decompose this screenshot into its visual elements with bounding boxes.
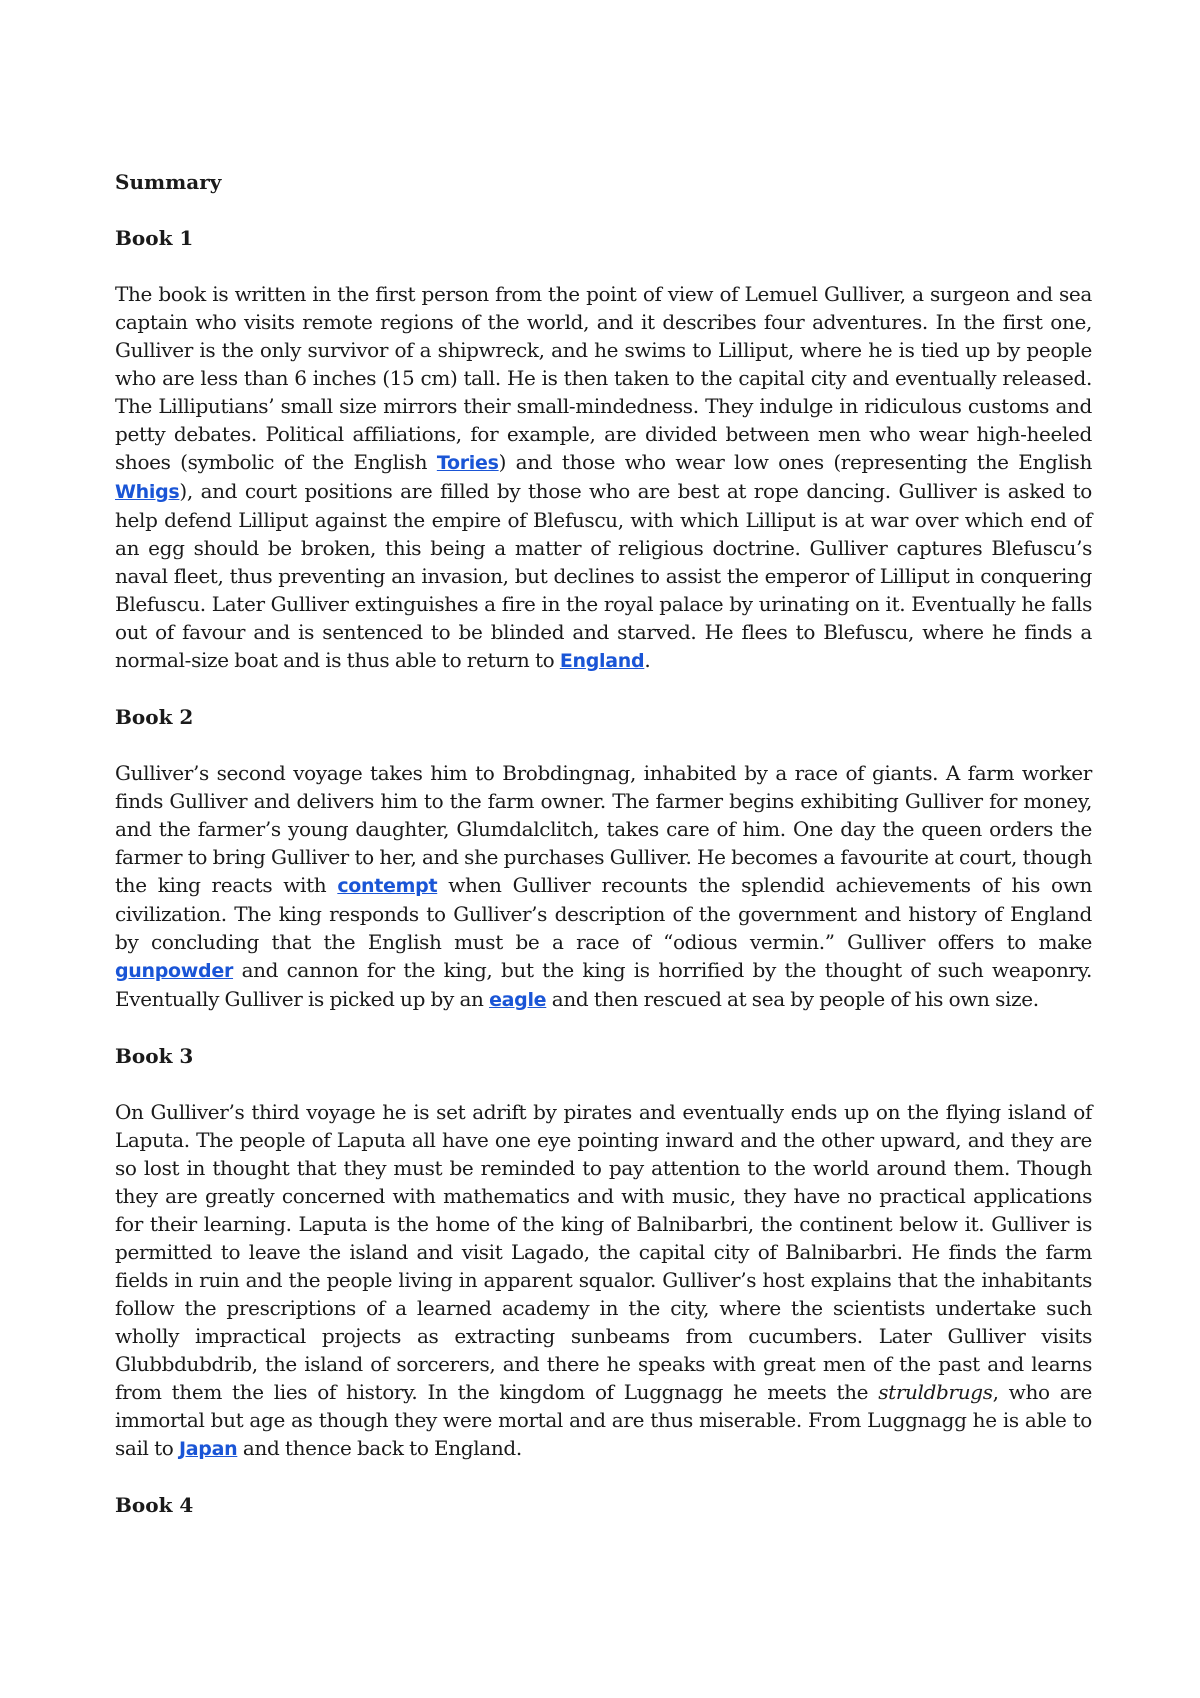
link-japan[interactable]: Japan (178, 1438, 238, 1460)
book2-text-1: Gulliver’s second voyage takes him to Brobdingnag, inhabited by a race of giants. A farm worker finds Gulliver and delivers him to the farm owner. The farmer begins exhibiting Gulliver for money, and the farmer’s young daughter, Glumdalclitch, takes care of him. One day the queen orders the farmer to bring Gulliver to her, and she purchases Gulliver. He becomes a favourite at court, though the king reacts with (115, 761, 1092, 897)
book3-heading: Book 3 (115, 1044, 194, 1068)
book2-text-4: and then rescued at sea by people of his own size. (546, 987, 1039, 1011)
book1-paragraph (115, 280, 1092, 675)
book3-text-1: On Gulliver’s third voyage he is set adrift by pirates and eventually ends up on the flying island of Laputa. The people of Laputa all have one eye pointing inward and the other upward, and they are so lost in thought that they must be reminded to pay attention to the world around them. Though they are greatly concerned with mathematics and with music, they have no practical applications for their learning. Laputa is the home of the king of Balnibarbri, the continent below it. Gulliver is permitted to leave the island and visit Lagado, the capital city of Balnibarbri. He finds the farm fields in ruin and the people living in apparent squalor. Gulliver’s host explains that the inhabitants follow the prescriptions of a learned academy in the city, where the scientists undertake such wholly impractical projects as extracting sunbeams from cucumbers. Later Gulliver visits Glubbdubdrib, the island of sorcerers, and there he speaks with great men of the past and learns from them the lies of history. In the kingdom of Luggnagg he meets the (115, 1100, 1092, 1404)
summary-heading: Summary (115, 170, 222, 194)
book1-text-4: . (644, 648, 651, 672)
link-contempt[interactable]: contempt (337, 875, 438, 897)
link-tories[interactable]: Tories (436, 452, 499, 474)
book1-text-1: The book is written in the first person from the point of view of Lemuel Gulliver, a surgeon and sea captain who visits remote regions of the world, and it describes four adventures. In the first one, Gulliver is the only survivor of a shipwreck, and he swims to Lilliput, where he is tied up by people who are less than 6 inches (15 cm) tall. He is then taken to the capital city and eventually released. The Lilliputians’ small size mirrors their small-mindedness. They indulge in ridiculous customs and petty debates. Political affiliations, for example, are divided between men who wear high-heeled shoes (symbolic of the English (115, 282, 1092, 474)
book2-text-3: and cannon for the king, but the king is horrified by the thought of such weaponry. Eventually Gulliver is picked up by an (115, 958, 1092, 1011)
book3-paragraph (115, 1098, 1092, 1463)
book2-heading: Book 2 (115, 705, 194, 729)
book1-text-3: ), and court positions are filled by those who are best at rope dancing. Gulliver is asked to help defend Lilliput against the empire of Blefuscu, with which Lilliput is at war over which end of an egg should be broken, this being a matter of religious doctrine. Gulliver captures Blefuscu’s naval fleet, thus preventing an invasion, but declines to assist the emperor of Lilliput in conquering Blefuscu. Later Gulliver extinguishes a fire in the royal palace by urinating on it. Eventually he falls out of favour and is sentenced to be blinded and starved. He flees to Blefuscu, where he finds a normal-size boat and is thus able to return to (115, 479, 1092, 672)
book1-text-2: ) and those who wear low ones (representing the English (498, 450, 1092, 474)
link-england[interactable]: England (559, 650, 645, 672)
book3-text-2: , who are immortal but age as though they were mortal and are thus miserable. From Luggnagg he is able to sail to (115, 1380, 1092, 1460)
book1-heading: Book 1 (115, 226, 194, 250)
book2-text-2: when Gulliver recounts the splendid achievements of his own civilization. The king responds to Gulliver’s description of the government and history of England by concluding that the English must be a race of “odious vermin.” Gulliver offers to make (115, 873, 1092, 954)
document-page (115, 168, 1092, 1547)
term-struldbrugs: struldbrugs (878, 1380, 993, 1404)
link-gunpowder[interactable]: gunpowder (115, 960, 234, 982)
link-whigs[interactable]: Whigs (115, 481, 180, 503)
book2-paragraph (115, 759, 1092, 1014)
book3-text-3: and thence back to England. (237, 1436, 522, 1460)
book4-heading: Book 4 (115, 1493, 194, 1517)
link-eagle[interactable]: eagle (489, 989, 547, 1011)
